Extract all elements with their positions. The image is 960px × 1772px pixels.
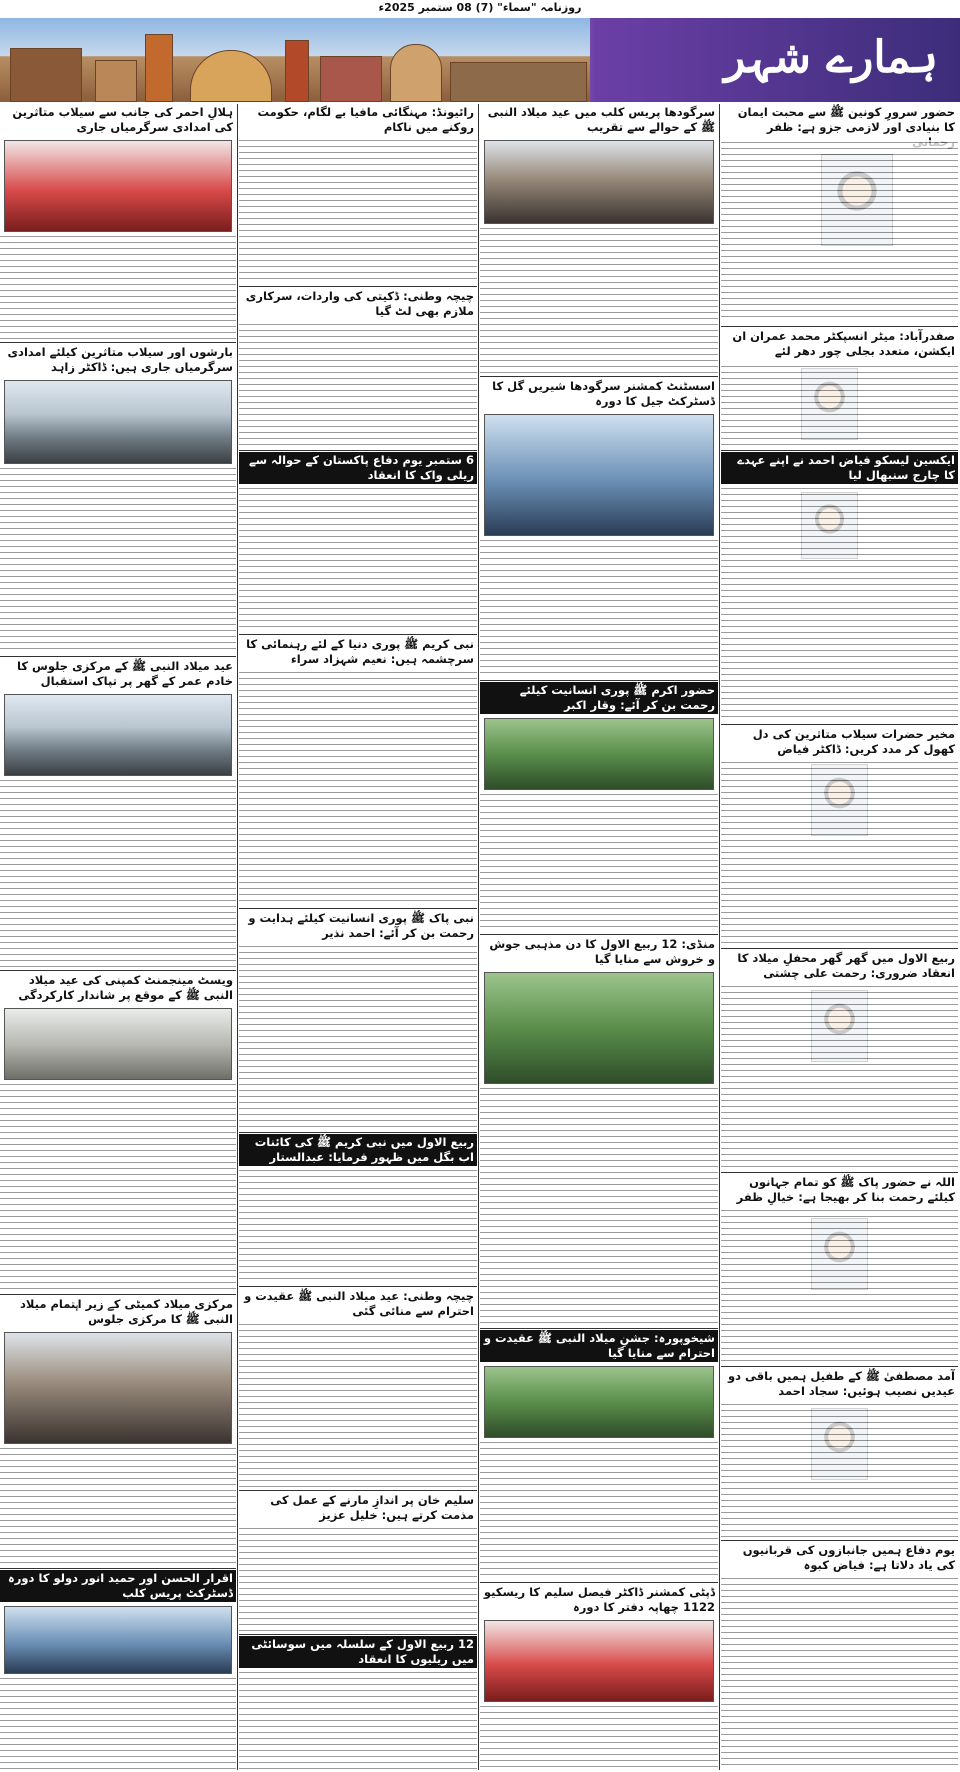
headline: نبی پاک ﷺ پوری انسانیت کیلئے ہدایت و رحمت بن کر آئے: احمد نذیر bbox=[248, 911, 474, 940]
story-c4-5 bbox=[0, 1296, 236, 1566]
story-c1-3 bbox=[721, 452, 958, 722]
headline: ویسٹ مینجمنٹ کمپنی کی عید میلاد النبی ﷺ کے موقع پر شاندار کارکردگی bbox=[18, 973, 233, 1002]
story-c4-6 bbox=[0, 1570, 236, 1770]
story-c2-2 bbox=[480, 378, 718, 678]
column-3 bbox=[239, 104, 477, 1770]
procession-photo bbox=[4, 694, 232, 776]
street-photo bbox=[4, 1008, 232, 1080]
story-c2-5 bbox=[480, 1330, 718, 1580]
visit-photo bbox=[484, 414, 714, 536]
masthead-dateline: روزنامہ "سماء" (7) 08 ستمبر 2025ء bbox=[378, 1, 582, 14]
procession-photo bbox=[484, 972, 714, 1084]
story-c1-5 bbox=[721, 950, 958, 1170]
headline: مخیر حضرات سیلاب متاثرین کی دل کھول کر مدد کریں: ڈاکٹر فیاض bbox=[752, 727, 955, 756]
column-1 bbox=[721, 104, 958, 1770]
story-c2-3 bbox=[480, 682, 718, 932]
story-c4-4 bbox=[0, 972, 236, 1292]
rescue-visit-photo bbox=[484, 1620, 714, 1702]
section-title: ہمارے شہر bbox=[724, 32, 938, 83]
story-c3-7 bbox=[239, 1288, 477, 1488]
event-photo bbox=[484, 140, 714, 224]
column-2 bbox=[480, 104, 718, 1770]
relief-photo bbox=[4, 140, 232, 232]
headline: شیخوپورہ: جشنِ میلاد النبی ﷺ عقیدت و احترام سے منایا گیا bbox=[480, 1330, 718, 1362]
headline: سرگودھا پریس کلب میں عید میلاد النبی ﷺ کے حوالے سے تقریب bbox=[487, 105, 715, 134]
headline: اقرار الحسن اور حمید انور دولو کا دورہ ڈسٹرکٹ پریس کلب bbox=[0, 1570, 236, 1602]
story-c3-1 bbox=[239, 104, 477, 284]
headline: چیچہ وطنی: عید میلاد النبی ﷺ عقیدت و احترام سے منائی گئی bbox=[244, 1289, 474, 1318]
section-banner bbox=[0, 18, 960, 102]
story-c1-8 bbox=[721, 1542, 958, 1770]
banner-photo-collage bbox=[0, 18, 590, 102]
story-c4-1 bbox=[0, 104, 236, 340]
headline: رائیونڈ: مہنگائی مافیا بے لگام، حکومت روکنے میں ناکام bbox=[257, 105, 474, 134]
headline: یوم دفاع ہمیں جانبازوں کی قربانیوں کی یاد دلاتا ہے: فیاض کبوہ bbox=[742, 1543, 955, 1572]
story-c3-8 bbox=[239, 1492, 477, 1632]
story-c3-5 bbox=[239, 910, 477, 1130]
story-c3-2 bbox=[239, 288, 477, 448]
headline: 6 ستمبر یوم دفاع پاکستان کے حوالہ سے ریلی واک کا انعقاد bbox=[239, 452, 477, 484]
headline: نبی کریم ﷺ پوری دنیا کے لئے رہنمائی کا سرچشمہ ہیں: نعیم شہزاد سراء bbox=[246, 637, 474, 666]
headline: مرکزی میلاد کمیٹی کے زیر اہتمام میلاد النبی ﷺ کا مرکزی جلوس bbox=[20, 1297, 233, 1326]
story-c2-6 bbox=[480, 1584, 718, 1770]
story-c1-1 bbox=[721, 104, 958, 324]
headline: بارشوں اور سیلاب متاثرین کیلئے امدادی سرگرمیاں جاری ہیں: ڈاکٹر زاہد bbox=[7, 345, 233, 374]
headline: حضور سرورِ کونین ﷺ سے محبت ایمان کا بنیادی اور لازمی جزو ہے: ظفر bbox=[737, 105, 955, 134]
procession-photo bbox=[484, 1366, 714, 1438]
column-4 bbox=[0, 104, 236, 1770]
story-c3-4 bbox=[239, 636, 477, 906]
headline: 12 ربیع الاول کے سلسلہ میں سوسائٹی میں ریلیوں کا انعقاد bbox=[239, 1636, 477, 1668]
headline: ربیع الاول میں گھر گھر محفلِ میلاد کا انعقاد ضروری: رحمت علی چشتی bbox=[737, 951, 955, 980]
story-c3-3 bbox=[239, 452, 477, 632]
headline: حضور اکرم ﷺ پوری انسانیت کیلئے رحمت بن کر آئے: وقار اکبر bbox=[480, 682, 718, 714]
gathering-photo bbox=[484, 718, 714, 790]
headline: منڈی: 12 ربیع الاول کا دن مذہبی جوش و خروش سے منایا گیا bbox=[489, 937, 715, 966]
story-c4-3 bbox=[0, 658, 236, 968]
story-c3-9 bbox=[239, 1636, 477, 1770]
headline: ربیع الاول میں نبی کریم ﷺ کی کائنات اب بگل میں ظہور فرمایا: عبدالستار bbox=[239, 1134, 477, 1166]
press-club-photo bbox=[4, 1606, 232, 1674]
headline: اللہ نے حضور پاک ﷺ کو تمام جہانوں کیلئے رحمت بنا کر بھیجا ہے: خیالِ ظفر bbox=[736, 1175, 955, 1204]
story-c4-2 bbox=[0, 344, 236, 654]
story-c1-6 bbox=[721, 1174, 958, 1364]
headline: صفدرآباد: میٹر انسپکٹر محمد عمران ان ایکشن، متعدد بجلی چور دھر لئے bbox=[732, 329, 955, 358]
headline: عید میلاد النبی ﷺ کے مرکزی جلوس کا خادم عمر کے گھر پر تپاک استقبال bbox=[17, 659, 233, 688]
story-c1-7 bbox=[721, 1368, 958, 1538]
headline: اسسٹنٹ کمشنر سرگودھا شیریں گل کا ڈسٹرکٹ جیل کا دورہ bbox=[492, 379, 715, 408]
headline: سلیم خان پر اندازِ مارنے کے عمل کی مذمت کرتے ہیں: خلیل عزیز bbox=[270, 1493, 474, 1522]
headline: ہلالِ احمر کی جانب سے سیلاب متاثرین کی امدادی سرگرمیاں جاری bbox=[12, 105, 233, 134]
story-c1-4 bbox=[721, 726, 958, 946]
story-c1-2 bbox=[721, 328, 958, 448]
headline: ڈپٹی کمشنر ڈاکٹر فیصل سلیم کا ریسکیو 1122 چھاپہ دفتر کا دورہ bbox=[483, 1585, 715, 1614]
headline: آمد مصطفیٰ ﷺ کے طفیل ہمیں باقی دو عیدیں نصیب ہوئیں: سجاد احمد bbox=[727, 1369, 955, 1398]
story-c3-6 bbox=[239, 1134, 477, 1284]
meeting-photo bbox=[4, 1332, 232, 1444]
headline: ایکسین لیسکو فیاض احمد نے اپنے عہدے کا چارج سنبھال لیا bbox=[721, 452, 958, 484]
headline: چیچہ وطنی: ڈکیتی کی واردات، سرکاری ملازم بھی لٹ گیا bbox=[245, 289, 474, 318]
story-c2-1 bbox=[480, 104, 718, 374]
story-c2-4 bbox=[480, 936, 718, 1326]
relief-photo bbox=[4, 380, 232, 464]
